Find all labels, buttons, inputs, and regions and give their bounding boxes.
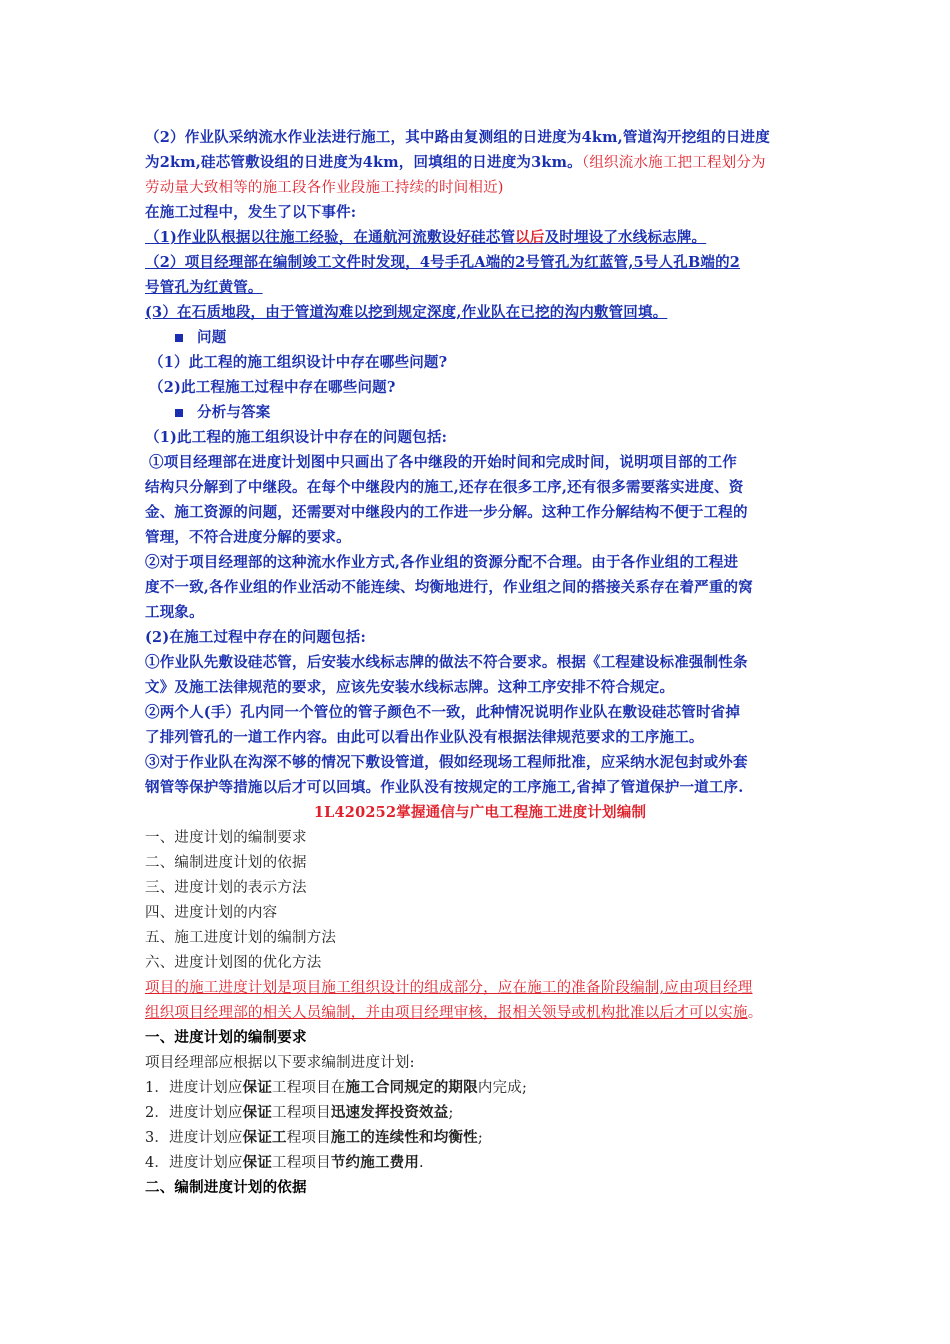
intro-line-text: 组织项目经理部的相关人员编制，并由项目经理审核，报相关领导或机构批准以后才可以实施 <box>145 1005 748 1021</box>
requirement-bold: 节约施工费用 <box>330 1154 420 1171</box>
event-3: (3）在石质地段，由于管道沟难以挖到规定深度,作业队在已挖的沟内敷管回填。 <box>145 304 668 321</box>
answer-1-title: （1)此工程的施工组织设计中存在的问题包括: <box>145 429 448 446</box>
answer-1-line: 度不一致,各作业组的作业活动不能连续、均衡地进行，作业组之间的搭接关系存在着严重的窝 <box>145 579 753 596</box>
intro-line: 项目的施工进度计划是项目施工组织设计的组成部分，应在施工的准备阶段编制,应由项目经理 <box>145 980 753 996</box>
event-text: 为2km,硅芯管敷设组的日进度为4km，回填组的日进度为3km。 <box>145 154 582 171</box>
requirement-bold: 施工的连续性和均衡性 <box>330 1129 478 1146</box>
questions-heading-text: 问题 <box>197 329 227 346</box>
requirement-bold: 施工合同规定的期限 <box>345 1079 478 1096</box>
square-bullet-icon <box>175 409 183 417</box>
event-2-line: 号管孔为红黄管。 <box>145 279 263 296</box>
toc-item: 四、进度计划的内容 <box>145 905 278 921</box>
answer-1-line: 工现象。 <box>145 604 204 621</box>
square-bullet-icon <box>175 334 183 342</box>
requirements-lead: 项目经理部应根据以下要求编制进度计划: <box>145 1055 415 1071</box>
requirement-text: 内完成; <box>477 1080 528 1096</box>
event-1-text: （1)作业队根据以往施工经验，在通航河流敷设好硅芯管 <box>145 229 516 246</box>
requirement-text: 工程项目在 <box>272 1080 346 1096</box>
requirement-text: 程项目 <box>286 1130 331 1146</box>
answer-2-line: 了排列管孔的一道工作内容。由此可以看出作业队没有根据法律规范要求的工序施工。 <box>145 729 704 746</box>
requirement-text: 工程项目 <box>272 1155 331 1171</box>
answers-heading <box>175 403 271 423</box>
event-1-highlight: 以后 <box>515 229 545 246</box>
requirement-text: 3．进度计划应 <box>145 1130 243 1146</box>
answer-2-title: (2)在施工过程中存在的问题包括: <box>145 629 367 646</box>
section-title: 1L420252掌握通信与广电工程施工进度计划编制 <box>313 804 647 821</box>
basis-heading: 二、编制进度计划的依据 <box>145 1179 307 1196</box>
event-1 <box>145 228 706 248</box>
event-paragraph-line <box>145 153 766 173</box>
answer-2-line: 钢管等保护等措施以后才可以回填。作业队没有按规定的工序施工,省掉了管道保护一道工序. <box>145 779 744 796</box>
requirement-text: 工程项目 <box>272 1105 331 1121</box>
intro-line <box>145 1003 762 1023</box>
requirement-item <box>145 1078 527 1098</box>
requirements-heading: 一、进度计划的编制要求 <box>145 1029 307 1046</box>
requirement-bold: 保证 <box>242 1104 273 1121</box>
answer-2-line: ②两个人(手）孔内同一个管位的管子颜色不一致，此种情况说明作业队在敷设硅芯管时省掉 <box>145 704 741 721</box>
event-1-text-end: 及时埋设了水线标志牌。 <box>544 229 707 246</box>
requirement-item <box>145 1103 454 1123</box>
answer-2-line: 文》及施工法律规范的要求，应该先安装水线标志牌。这种工序安排不符合规定。 <box>145 679 675 696</box>
toc-item: 二、编制进度计划的依据 <box>145 855 307 871</box>
answer-1-line: 金、施工资源的问题，还需要对中继段内的工作进一步分解。这种工作分解结构不便于工程的 <box>145 504 748 521</box>
requirement-bold: 保证 <box>242 1079 273 1096</box>
requirement-text: ; <box>477 1130 483 1146</box>
requirement-bold: 保证 <box>242 1154 273 1171</box>
requirement-text: 1．进度计划应 <box>145 1080 243 1096</box>
answer-1-line: 管理，不符合进度分解的要求。 <box>145 529 351 546</box>
requirement-bold: 保证工 <box>242 1129 287 1146</box>
toc-item: 三、进度计划的表示方法 <box>145 880 307 896</box>
questions-heading <box>175 328 226 348</box>
requirement-text: 4．进度计划应 <box>145 1155 243 1171</box>
requirement-bold: 迅速发挥投资效益 <box>330 1104 449 1121</box>
answers-heading-text: 分析与答案 <box>197 404 271 421</box>
requirement-text: ; <box>448 1105 454 1121</box>
toc-item: 五、施工进度计划的编制方法 <box>145 930 337 946</box>
event-2-line: （2）项目经理部在编制竣工文件时发现，4号手孔A端的2号管孔为红蓝管,5号人孔B端的2 <box>145 254 741 271</box>
requirement-item <box>145 1153 424 1173</box>
toc-item: 六、进度计划图的优化方法 <box>145 955 322 971</box>
answer-1-line: ②对于项目经理部的这种流水作业方式,各作业组的资源分配不合理。由于各作业组的工程进 <box>145 554 739 571</box>
annotation-note: （组织流水施工把工程划分为 <box>581 155 766 171</box>
annotation-note: 劳动量大致相等的施工段各作业段施工持续的时间相近) <box>145 180 504 196</box>
answer-2-line: ①作业队先敷设硅芯管，后安装水线标志牌的做法不符合要求。根据《工程建设标准强制性条 <box>145 654 748 671</box>
question-1: （1）此工程的施工组织设计中存在哪些问题? <box>149 354 448 371</box>
event-paragraph-line: （2）作业队采纳流水作业法进行施工，其中路由复测组的日进度为4km,管道沟开挖组的日进度 <box>145 129 770 146</box>
requirement-text: . <box>419 1155 424 1171</box>
requirement-text: 2．进度计划应 <box>145 1105 243 1121</box>
answer-1-line: 结构只分解到了中继段。在每个中继段内的施工,还存在很多工序,还有很多需要落实进度、资 <box>145 479 744 496</box>
event-intro: 在施工过程中，发生了以下事件: <box>145 204 357 221</box>
answer-1-line: ①项目经理部在进度计划图中只画出了各中继段的开始时间和完成时间，说明项目部的工作 <box>149 454 737 471</box>
answer-2-line: ③对于作业队在沟深不够的情况下敷设管道，假如经现场工程师批准，应采纳水泥包封或外套 <box>145 754 748 771</box>
question-2: （2)此工程施工过程中存在哪些问题? <box>149 379 396 396</box>
requirement-item <box>145 1128 483 1148</box>
toc-item: 一、进度计划的编制要求 <box>145 830 307 846</box>
intro-line-end: 。 <box>747 1005 763 1021</box>
